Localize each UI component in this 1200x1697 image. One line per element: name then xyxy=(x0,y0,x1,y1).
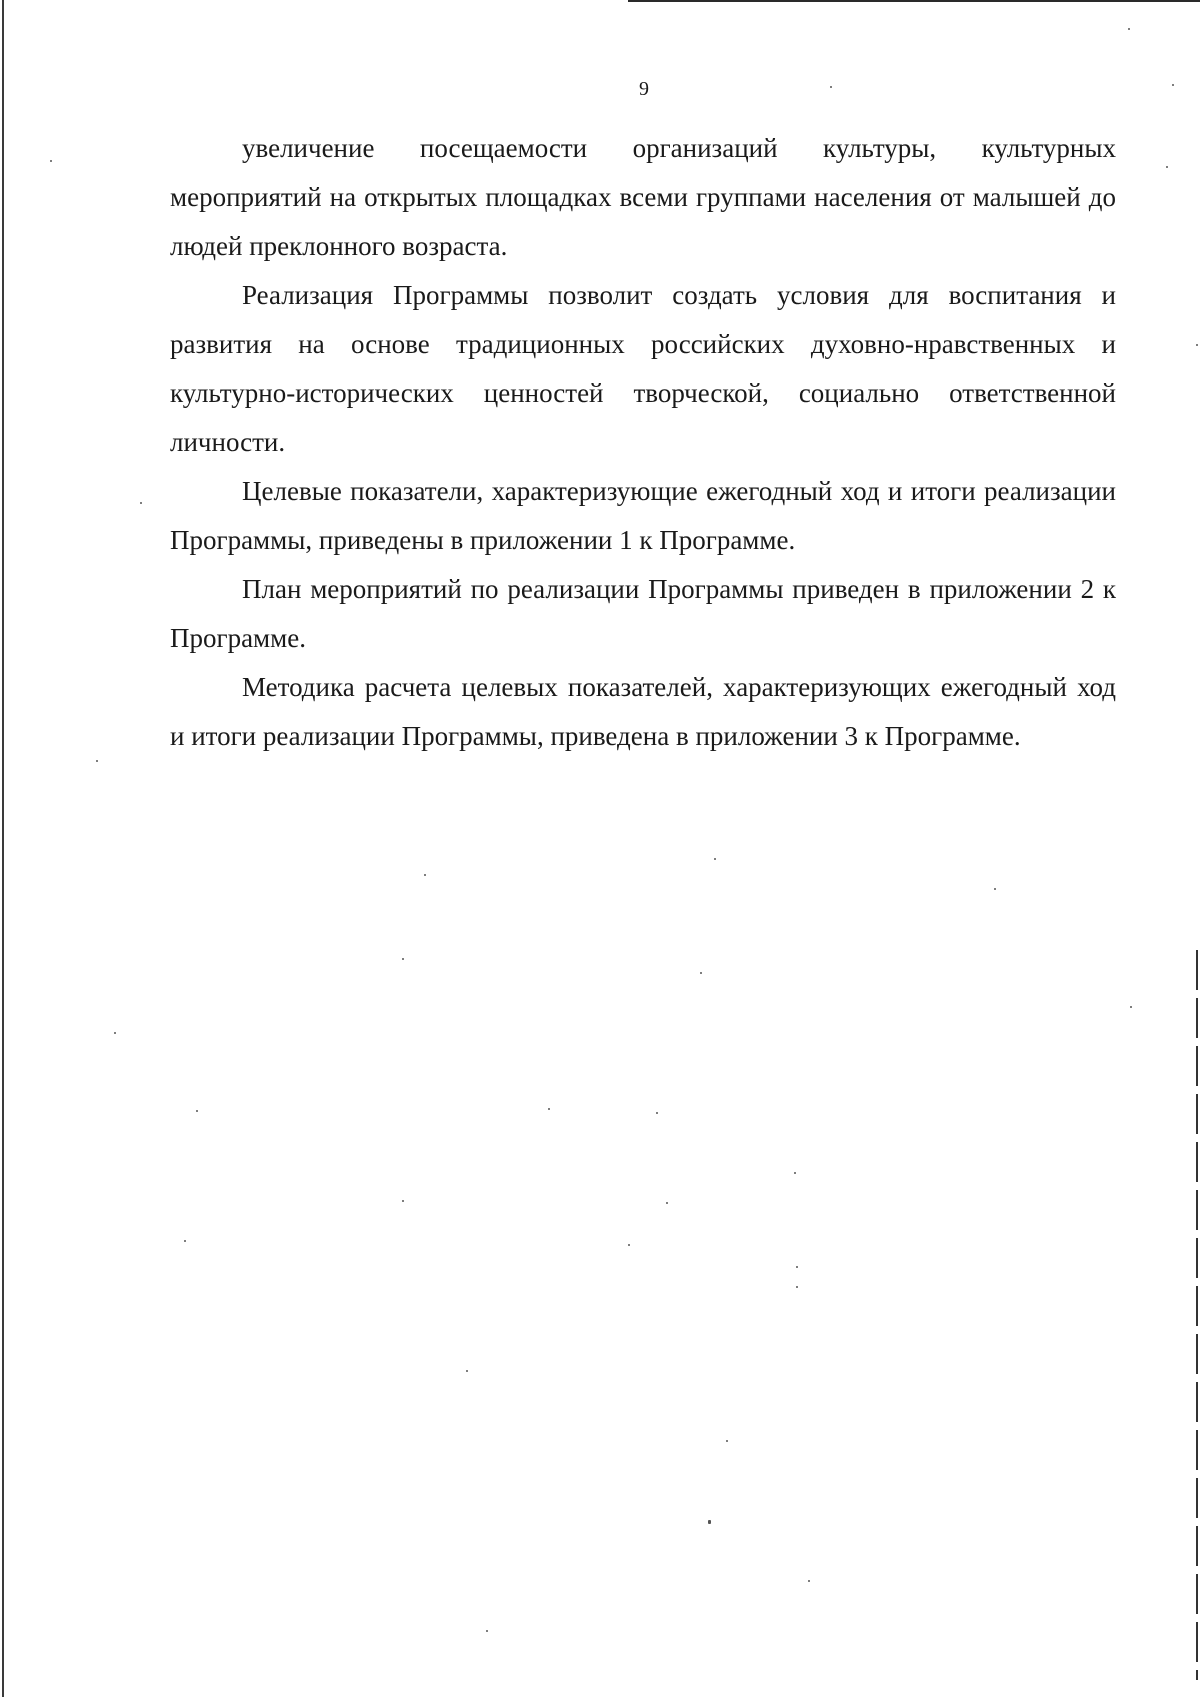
scan-speck xyxy=(1128,28,1130,30)
scan-speck xyxy=(402,958,404,960)
scan-speck xyxy=(666,1202,668,1204)
scan-speck xyxy=(402,1200,404,1202)
scan-speck xyxy=(656,1112,658,1114)
scan-speck xyxy=(726,1440,728,1442)
scan-edge-right xyxy=(1196,950,1198,1680)
page-number: 9 xyxy=(639,78,649,100)
scan-speck xyxy=(96,760,98,762)
scan-speck xyxy=(708,1520,711,1524)
paragraph: Методика расчета целевых показателей, характеризующих ежегодный ход и итоги реализации Программы, приведена в приложении 3 к Программе. xyxy=(170,672,1116,751)
body-text xyxy=(170,124,1116,761)
scan-speck xyxy=(700,972,702,974)
scan-speck xyxy=(424,874,426,876)
scan-speck xyxy=(628,1244,630,1246)
scan-speck xyxy=(1166,166,1168,168)
scan-speck xyxy=(50,160,52,162)
scan-speck xyxy=(714,858,716,860)
scan-speck xyxy=(184,1240,186,1242)
scan-speck xyxy=(548,1108,550,1110)
scan-speck xyxy=(1196,344,1198,346)
scan-speck xyxy=(196,1110,198,1112)
scan-speck xyxy=(794,1172,796,1174)
scan-speck xyxy=(796,1266,798,1268)
paragraph: План мероприятий по реализации Программы приведен в приложении 2 к Программе. xyxy=(170,574,1116,653)
paragraph: увеличение посещаемости организаций культуры, культурных мероприятий на открытых площадках всеми группами населения от малышей до людей преклонного возраста. xyxy=(170,133,1116,261)
scan-speck xyxy=(140,502,142,504)
scan-speck xyxy=(796,1286,798,1288)
scan-speck xyxy=(1130,1006,1132,1008)
paragraph: Реализация Программы позволит создать условия для воспитания и развития на основе традиционных российских духовно-нравственных и культурно-исторических ценностей творческой, социально ответственной личности. xyxy=(170,280,1116,457)
scan-speck xyxy=(114,1032,116,1034)
paragraph: Целевые показатели, характеризующие ежегодный ход и итоги реализации Программы, приведены в приложении 1 к Программе. xyxy=(170,476,1116,555)
scan-edge-left xyxy=(2,0,4,1697)
scan-speck xyxy=(808,1580,810,1582)
scan-speck xyxy=(466,1370,468,1372)
scan-speck xyxy=(994,888,996,890)
scan-speck xyxy=(486,1630,488,1632)
scan-edge-top xyxy=(628,0,1200,2)
